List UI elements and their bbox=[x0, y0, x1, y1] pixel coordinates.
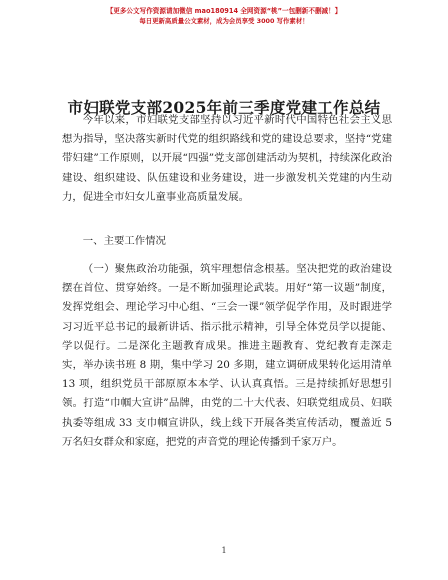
document-title: 市妇联党支部2025年前三季度党建工作总结 bbox=[67, 98, 381, 118]
paragraph-political-function: （一）聚焦政治功能强，筑牢理想信念根基。坚决把党的政治建设摆在首位、贯穿始终。一是不断加强理论武装。用好“第一议题”制度，发挥党组会、理论学习中心组、“三会一课”领学促学作用，及时跟进学习习近平总书记的最新讲话、指示批示精神，引导全体党员学以提能、学以促行。二是深化主题教育成果。推进主题教育、党纪教育走深走实，举办读书班 8 期，集中学习 20 多期，建立调研成果转化运用清单 13 项，组织党员干部原原本本学、认认真真悟。三是持续抓好思想引领。打造“巾帼大宣讲”品牌，由党的二十大代表、妇联党组成员、妇联执委等组成 33 支巾帼宣讲队，线上线下开展各类宣传活动，覆盖近 5 万名妇女群众和家庭，把党的声音党的理论传播到千家万户。 bbox=[62, 263, 392, 448]
page-number: 1 bbox=[221, 546, 227, 555]
paragraph-intro: 今年以来，市妇联党支部坚持以习近平新时代中国特色社会主义思想为指导，坚决落实新时代党的组织路线和党的建设总要求，坚持“党建带妇建”工作原则，以开展“四强”党支部创建活动为契机，持续深化政治建设、组织建设、队伍建设和业务建设，进一步激发机关党建的内生动力，促进全市妇女儿童事业高质量发展。 bbox=[62, 114, 392, 203]
promo-banner-line-1: 【更多公文写作资源请加微信 mao180914 全网资源“桃”一包删新不删减！】 bbox=[106, 7, 342, 15]
promo-banner-line-2: 每日更新高质量公文素材，成为会员享受 3000 写作素材！ bbox=[139, 17, 309, 25]
section-heading-main-work: 一、主要工作情况 bbox=[82, 235, 166, 247]
